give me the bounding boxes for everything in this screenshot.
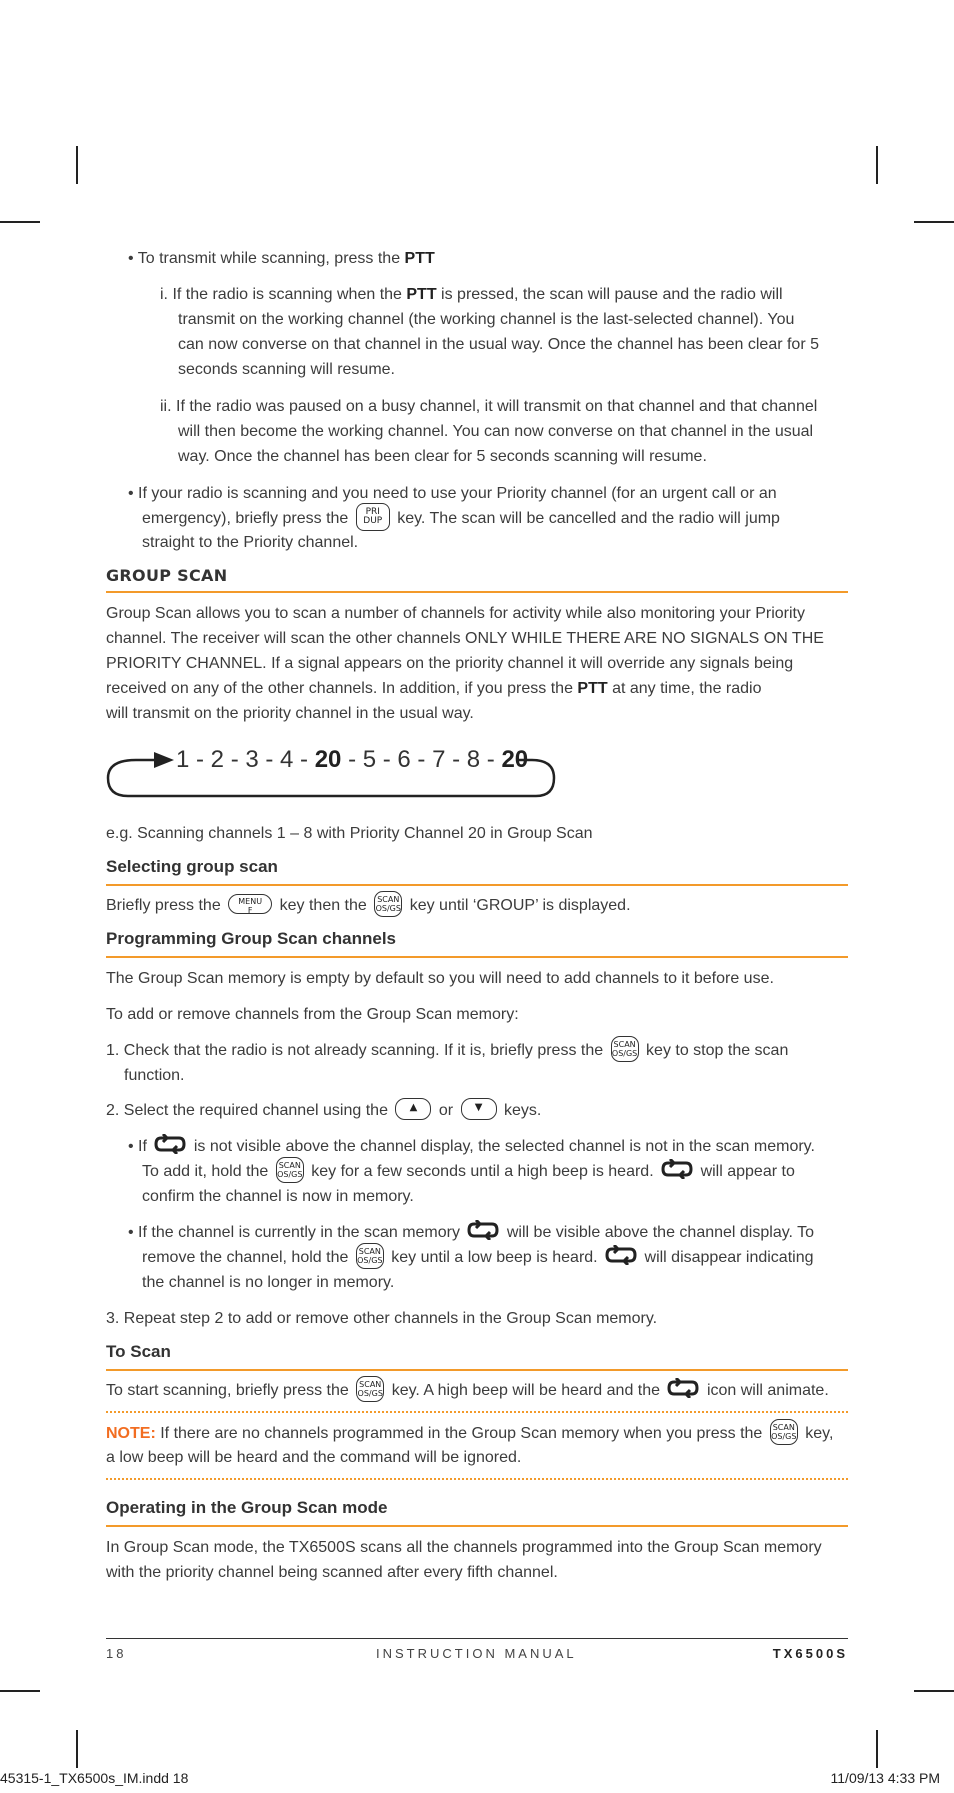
text: key until ‘GROUP’ is displayed. [409, 897, 631, 915]
subsection-heading: Programming Group Scan channels [106, 929, 397, 948]
scan-memory-icon [666, 1378, 700, 1398]
crop-mark [76, 146, 78, 184]
text: To add it, hold the [142, 1163, 269, 1181]
text: Briefly press the [106, 897, 221, 915]
heading-rule [106, 591, 848, 593]
crop-mark [876, 1730, 878, 1768]
text [106, 676, 761, 701]
item-ii: ii. If the radio was paused on a busy channel, it will transmit on that channel and that channel [160, 398, 818, 415]
section-heading: GROUP SCAN [106, 566, 228, 585]
scan-memory-icon [604, 1245, 638, 1265]
scan-key-icon [356, 1243, 384, 1269]
scan-loop-diagram [106, 746, 566, 800]
scan-memory-icon [660, 1159, 694, 1179]
text [142, 1245, 814, 1271]
text: 1. Check that the radio is not already scanning. If it is, briefly press the [106, 1042, 604, 1060]
diagram-caption: e.g. Scanning channels 1 – 8 with Priority Channel 20 in Group Scan [106, 825, 593, 842]
text: will then become the working channel. You can now converse on that channel in the usual [178, 423, 814, 440]
text: Group Scan allows you to scan a number of channels for activity while also monitoring your Priority [106, 605, 805, 622]
up-key-icon [395, 1098, 431, 1120]
text: a low beep will be heard and the command will be ignored. [106, 1449, 522, 1466]
key-label: OS/GS [611, 1049, 638, 1058]
ptt-label: PTT [406, 286, 437, 303]
pri-dup-key-icon [356, 503, 390, 531]
text: To start scanning, briefly press the [106, 1382, 349, 1400]
bullet-add [128, 1134, 815, 1159]
scan-key-icon [276, 1157, 304, 1183]
text: icon will animate. [706, 1382, 829, 1400]
text: remove the channel, hold the [142, 1249, 349, 1267]
text: confirm the channel is now in memory. [142, 1188, 414, 1205]
text: In Group Scan mode, the TX6500S scans all the channels programmed into the Group Scan memory [106, 1539, 822, 1556]
text: received on any of the other channels. In addition, if you press the [106, 680, 578, 697]
text: can now converse on that channel in the usual way. Once the channel has been clear for 5 [178, 336, 819, 353]
text: will transmit on the priority channel in the usual way. [106, 705, 474, 722]
priority-bullet: • If your radio is scanning and you need to use your Priority channel (for an urgent call or an [128, 485, 777, 502]
crop-mark [876, 146, 878, 184]
text: To add or remove channels from the Group Scan memory: [106, 1006, 519, 1023]
text: is not visible above the channel display, the selected channel is not in the scan memory. [193, 1138, 815, 1155]
menu-key-icon [228, 894, 272, 914]
scan-key-icon [374, 891, 402, 917]
key-label: OS/GS [357, 1389, 383, 1398]
text: channel. The receiver will scan the other channels ONLY WHILE THERE ARE NO SIGNALS ON THE [106, 630, 824, 647]
text: key until a low beep is heard. [391, 1249, 598, 1267]
step-3: 3. Repeat step 2 to add or remove other channels in the Group Scan memory. [106, 1310, 658, 1327]
key-label: F [247, 906, 253, 915]
date-slug: 11/09/13 4:33 PM [830, 1770, 940, 1786]
note [106, 1421, 833, 1447]
item-i [160, 282, 783, 307]
text: If the radio is scanning when the [172, 286, 407, 303]
text: PRIORITY CHANNEL. If a signal appears on the priority channel it will override any signals being [106, 655, 794, 672]
heading-rule [106, 884, 848, 886]
text: key, [805, 1425, 834, 1443]
ptt-label: PTT [577, 680, 608, 697]
text: transmit on the working channel (the working channel is the last-selected channel). You [178, 311, 795, 328]
text: - 5 - 6 - 7 - 8 - [341, 746, 502, 773]
key-label: SCAN [278, 1161, 301, 1170]
text: the channel is no longer in memory. [142, 1274, 395, 1291]
heading-rule [106, 956, 848, 958]
subsection-heading: Selecting group scan [106, 857, 278, 876]
text: straight to the Priority channel. [142, 534, 359, 551]
priority-channel: 20 [314, 746, 342, 773]
text: • If [128, 1138, 147, 1155]
key-label: SCAN [358, 1247, 381, 1256]
key-label: OS/GS [357, 1256, 383, 1265]
scan-memory-icon [466, 1220, 500, 1240]
key-label: SCAN [613, 1040, 636, 1049]
text: The Group Scan memory is empty by default so you will need to add channels to it before use. [106, 970, 774, 987]
scan-key-icon [611, 1036, 639, 1062]
text: 2. Select the required channel using the [106, 1102, 388, 1119]
text: with the priority channel being scanned after every fifth channel. [106, 1564, 558, 1581]
crop-mark [0, 1690, 40, 1692]
note-divider [106, 1411, 848, 1413]
ptt-label: PTT [404, 250, 435, 267]
text: is pressed, the scan will pause and the radio will [436, 286, 783, 303]
scan-key-icon [770, 1419, 798, 1445]
text: at any time, the radio [607, 680, 762, 697]
scan-key-icon [356, 1376, 384, 1402]
transmit-bullet [128, 246, 435, 271]
key-label: SCAN [772, 1423, 795, 1432]
crop-mark [914, 1690, 954, 1692]
footer-rule [106, 1638, 848, 1639]
channel-sequence [176, 746, 528, 774]
key-label: ▼ [474, 1101, 483, 1113]
key-label: MENU [238, 897, 263, 906]
key-label: PRI [365, 507, 380, 517]
subsection-heading: Operating in the Group Scan mode [106, 1498, 388, 1517]
text: key. A high beep will be heard and the [391, 1382, 661, 1400]
text: will appear to [700, 1163, 795, 1181]
note-divider [106, 1478, 848, 1480]
footer-title: INSTRUCTION MANUAL [376, 1646, 577, 1661]
key-label: SCAN [359, 1380, 382, 1389]
key-label: ▲ [409, 1101, 418, 1113]
text: • If the channel is currently in the scan memory [128, 1224, 460, 1241]
step-2 [106, 1098, 541, 1123]
text: will be visible above the channel display. To [506, 1224, 815, 1241]
subsection-heading: To Scan [106, 1342, 171, 1361]
step-1 [106, 1038, 788, 1064]
note-label: NOTE: [106, 1425, 156, 1443]
key-label: OS/GS [375, 904, 401, 913]
priority-channel: 20 [501, 746, 529, 773]
text: • To transmit while scanning, press the [128, 250, 405, 267]
text: seconds scanning will resume. [178, 361, 395, 378]
down-key-icon [461, 1098, 497, 1120]
bullet-remove [128, 1220, 814, 1245]
text: function. [124, 1067, 185, 1084]
text: key then the [279, 897, 367, 915]
text: 1 - 2 - 3 - 4 - [176, 746, 315, 773]
text: If there are no channels programmed in the Group Scan memory when you press the [155, 1425, 763, 1443]
heading-rule [106, 1525, 848, 1527]
crop-mark [76, 1730, 78, 1768]
footer-model: TX6500S [772, 1646, 848, 1661]
scan-memory-icon [153, 1134, 187, 1154]
text: key for a few seconds until a high beep is heard. [311, 1163, 654, 1181]
key-label: OS/GS [277, 1170, 303, 1179]
text: key. The scan will be cancelled and the radio will jump [397, 510, 780, 528]
text [142, 505, 780, 533]
text: will disappear indicating [644, 1249, 814, 1267]
text: keys. [504, 1102, 542, 1119]
crop-mark [0, 221, 40, 223]
text: key to stop the scan [646, 1042, 789, 1060]
text: emergency), briefly press the [142, 510, 349, 528]
to-scan-text [106, 1378, 829, 1404]
key-label: DUP [363, 516, 383, 526]
page-number: 18 [106, 1646, 127, 1661]
key-label: OS/GS [771, 1432, 797, 1441]
heading-rule [106, 1369, 848, 1371]
file-slug: 45315-1_TX6500s_IM.indd 18 [0, 1770, 189, 1786]
selecting-text [106, 893, 631, 919]
text: way. Once the channel has been clear for 5 seconds scanning will resume. [178, 448, 707, 465]
crop-mark [914, 221, 954, 223]
text [142, 1159, 795, 1185]
key-label: SCAN [377, 895, 400, 904]
item-label: i. [160, 286, 168, 303]
text: or [438, 1102, 454, 1119]
